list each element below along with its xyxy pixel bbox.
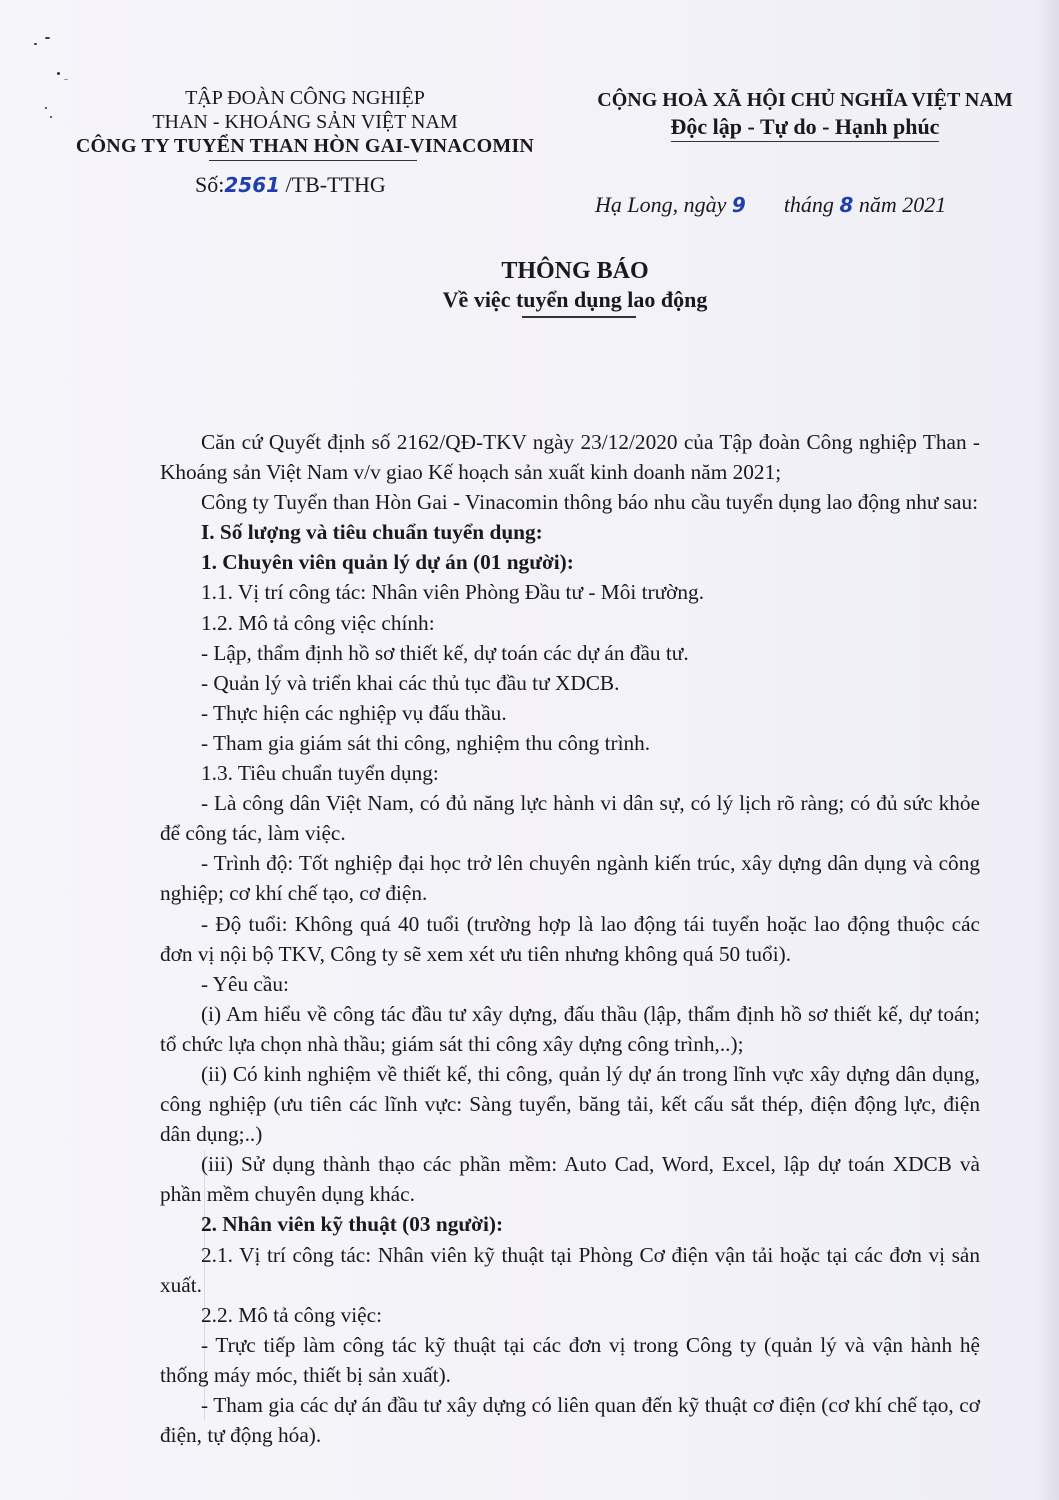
scan-edge-shadow: [1037, 0, 1059, 1500]
position-1-duty: - Tham gia giám sát thi công, nghiệm thu công trình.: [201, 730, 651, 755]
document-title: THÔNG BÁO: [501, 258, 649, 284]
position-2-duty: - Tham gia các dự án đầu tư xây dựng có liên quan đến kỹ thuật cơ điện (cơ khí chế tạo, cơ điện, tự động hóa).: [160, 1393, 980, 1448]
position-1-criterion: - Độ tuổi: Không quá 40 tuổi (trường hợp là lao động tái tuyển hoặc lao động thuộc các đơn vị nội bộ TKV, Công ty sẽ xem xét ưu tiên nhưng không quá 50 tuổi).: [160, 911, 980, 966]
subtitle-underline: [522, 316, 636, 318]
position-1-requirement: (i) Am hiểu về công tác đầu tư xây dựng, đấu thầu (lập, thẩm định hồ sơ thiết kế, dự toán; tổ chức lựa chọn nhà thầu; giám sát thi công xây dựng công trình,..);: [160, 1001, 980, 1056]
scan-speck: [45, 107, 47, 109]
position-1-requirement: (ii) Có kinh nghiệm về thiết kế, thi công, quản lý dự án trong lĩnh vực xây dựng dân dụng, công nghiệp (ưu tiên các lĩnh vực: Sàng tuyển, băng tải, kết cấu sắt thép, điện động lực, điện dân dụng;..): [160, 1061, 980, 1147]
date-month-label: tháng: [783, 192, 840, 217]
announcement-paragraph: Công ty Tuyển than Hòn Gai - Vinacomin thông báo nhu cầu tuyển dụng lao động như sau:: [201, 490, 979, 515]
scan-speck: [50, 116, 52, 118]
position-1-heading: 1. Chuyên viên quản lý dự án (01 người):: [201, 550, 574, 575]
document-number-label: Số:: [195, 172, 225, 197]
scan-speck: [45, 37, 50, 39]
date-year: năm 2021: [853, 192, 947, 217]
scan-speck: [64, 79, 68, 80]
scan-speck: [57, 72, 60, 75]
position-1-duty: - Thực hiện các nghiệp vụ đấu thầu.: [201, 700, 507, 725]
parent-organization-line2: THAN - KHOÁNG SẢN VIỆT NAM: [152, 111, 458, 133]
position-1-requirement: (iii) Sử dụng thành thạo các phần mềm: Auto Cad, Word, Excel, lập dự toán XDCB và phần mềm chuyên dụng khác.: [160, 1152, 980, 1207]
parent-organization-line1: TẬP ĐOÀN CÔNG NGHIỆP: [185, 87, 425, 109]
legal-basis-paragraph: Căn cứ Quyết định số 2162/QĐ-TKV ngày 23/12/2020 của Tập đoàn Công nghiệp Than - Khoáng sản Việt Nam v/v giao Kế hoạch sản xuất kinh doanh năm 2021;: [160, 430, 980, 485]
national-motto: Độc lập - Tự do - Hạnh phúc: [671, 114, 940, 142]
document-number-suffix: /TB-TTHG: [280, 172, 386, 197]
position-1-duty: - Lập, thẩm định hồ sơ thiết kế, dự toán các dự án đầu tư.: [201, 640, 689, 665]
position-2-duty: - Trực tiếp làm công tác kỹ thuật tại các đơn vị trong Công ty (quản lý và vận hành hệ thống máy móc, thiết bị sản xuất).: [160, 1332, 980, 1387]
date-prefix: Hạ Long, ngày: [595, 192, 732, 217]
document-number: [195, 172, 386, 198]
document-number-handwritten: 2561: [224, 173, 281, 197]
position-1-duty: - Quản lý và triển khai các thủ tục đầu tư XDCB.: [201, 670, 620, 695]
company-name: CÔNG TY TUYỂN THAN HÒN GAI-VINACOMIN: [75, 135, 535, 157]
position-1-criterion: - Là công dân Việt Nam, có đủ năng lực hành vi dân sự, có lý lịch rõ ràng; có đủ sức khỏe để công tác, làm việc.: [160, 791, 980, 846]
section-heading-quantity-criteria: I. Số lượng và tiêu chuẩn tuyển dụng:: [201, 520, 543, 545]
position-2-heading: 2. Nhân viên kỹ thuật (03 người):: [201, 1212, 504, 1237]
nation-name: CỘNG HOÀ XÃ HỘI CHỦ NGHĨA VIỆT NAM: [597, 89, 1013, 111]
position-1-location: 1.1. Vị trí công tác: Nhân viên Phòng Đầu tư - Môi trường.: [201, 580, 705, 605]
position-2-duties-heading: 2.2. Mô tả công việc:: [201, 1302, 382, 1327]
document-body: [160, 427, 980, 1450]
position-1-duties-heading: 1.2. Mô tả công việc chính:: [201, 610, 435, 635]
national-header: [560, 86, 1050, 142]
document-title-block: [150, 256, 1000, 318]
place-and-date: [595, 192, 946, 218]
position-2-location: 2.1. Vị trí công tác: Nhân viên kỹ thuật tại Phòng Cơ điện vận tải hoặc tại các đơn vị sản xuất.: [160, 1242, 980, 1297]
date-month-handwritten: 8: [839, 193, 854, 217]
position-1-criterion: - Yêu cầu:: [201, 971, 289, 996]
position-1-criterion: - Trình độ: Tốt nghiệp đại học trở lên chuyên ngành kiến trúc, xây dựng dân dụng và công nghiệp; cơ khí chế tạo, cơ điện.: [160, 851, 980, 906]
position-1-criteria-heading: 1.3. Tiêu chuẩn tuyển dụng:: [201, 761, 439, 786]
date-day-handwritten: 9: [731, 193, 746, 217]
company-underline: [209, 160, 417, 161]
scan-speck: [34, 43, 37, 45]
document-subtitle: Về việc tuyển dụng lao động: [442, 287, 708, 312]
issuing-organization-header: [60, 86, 550, 161]
